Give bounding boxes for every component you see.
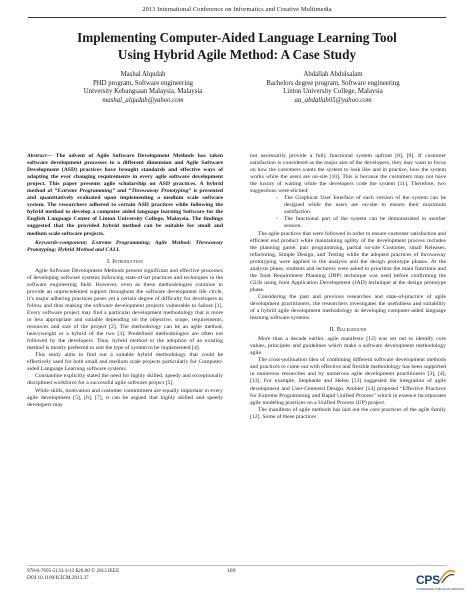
section-heading-introduction: I. Introduction <box>106 257 144 265</box>
paragraph: More than a decade earlier, agile manifesto [12] was set out to identify core values, principles and guidelines which make a software development methodology agile. <box>250 336 446 357</box>
abstract-text: and <box>115 188 129 195</box>
paragraph: The agile practices that were followed in order to ensure customer satisfaction and efficient end product while maintaining agility of the development process includes the planning game, pair programming, partial on-site Customer, small Releases, refactoring, Simple Design, and Testing while the adopted practices of throwaway prototyping were applied in the analysis and the design prototype phases. At the analysis phase, students and lecturers were asked to prioritize the main functions and the Joint Requirement Planning (JRP) technique was used before confirming the GUIs using Joint Application Development (JAD) technique at the design prototype phase. <box>250 230 446 293</box>
paper-title <box>40 29 434 63</box>
right-column <box>250 153 446 421</box>
footer-copyright <box>27 568 119 582</box>
suggestion-list <box>250 195 446 230</box>
author-affiliation: University Kebangsaan Malaysia, Malaysia <box>83 88 203 96</box>
footer-rule <box>27 565 447 566</box>
paragraph: not necessarily provide a fully functional system upfront [8], [9]. If customer satisfaction is considered as the major aim of the developers, they may want to focus on how the customers wants the system to look like and in practice, how the system works while the users are on-site [10]. This is because the customers may not have the luxury of waiting while the developers code the system [11]. Therefore, two suggestions were elicited: <box>250 153 446 195</box>
logo-swoosh-icon <box>438 569 456 585</box>
author-block-1 <box>48 71 238 105</box>
author-block-2 <box>238 71 428 105</box>
title-line-2: Using Hybrid Agile Method: A Case Study <box>117 47 357 62</box>
author-affiliation: Linton University College, Malaysia <box>283 88 383 96</box>
footer-isbn: 978-0-7695-5133-3/13 $26.00 © 2013 IEEE <box>27 568 120 574</box>
abstract-emphasis: “Extreme Programming” <box>54 188 115 195</box>
keywords <box>27 240 223 254</box>
title-line-1: Implementing Computer-Aided Language Learning Tool <box>77 30 397 45</box>
paragraph: Agile Software Development Methods present significant and effective processes of developing software systems following state-of-art practices and techniques in the software engineering field. However, even as these methodologies continue to provide an unprecedented support throughout the software development life circle, it’s major adhering practices poses yet a certain degree of difficulty for developers to follow and thus making the software development projects vulnerable to failure [1]. Every software project may find a particular development methodology that is more or less appropriate and suitable depending on the objective, scope, requirements, resources and size of the project [2]. The methodology can be an agile method, heavyweight or a hybrid of the two [3]. Predefined methodologies are often not followed by the developers. Thus, hybrid method or the adoption of an existing method is mostly preferred to suit the type of system to be implemented [4]. <box>27 267 223 352</box>
conference-header: 2013 International Conference on Informatics and Creative Multimedia <box>142 6 332 13</box>
abstract <box>27 153 223 238</box>
cps-logo <box>416 571 465 597</box>
paragraph: While skills, motivation and customer commitment are equally important in every agile development [5], [6], [7], it can be argued that highly skilled and speedy developers may <box>27 387 223 408</box>
list-item: - The functional part of the system can be demonstrated in another session. <box>284 216 446 230</box>
abstract-lead: Abstract <box>27 153 47 159</box>
abstract-emphasis: “Throwaway Prototyping” <box>128 188 192 195</box>
paragraph: The manifesto of agile methods has laid out the core practices of the agile family [12]. Some of these practices <box>250 406 446 420</box>
author-name: Mashal Alqudah <box>120 71 166 78</box>
keywords-lead: Keywords <box>35 239 58 246</box>
footer-doi: DOI 10.1109/ICICM.2013.37 <box>27 575 89 581</box>
left-column <box>27 153 223 409</box>
logo-text: CPS <box>416 573 440 587</box>
abstract-text: — The advent of Agile Software Development Methods has taken software development processes to a different dimension and Agile Software Development (ASD) practices have brought standards and effective ways of adapting the ever changing requirements in every agile software development project. This paper presents agile scholarship on ASD practices. A hybrid method of <box>27 153 223 195</box>
paragraph: The cross-pollination idea of combining different software development methods and practices to come out with effective and flexible methodology has been supported in numerous researches and by numerous agile development practitioners [3], [4], [13]. For example, Stephanie and Helen [13] suggested the integration of agile development and User-Centered Design. Ambler [14] proposed “Effective Practices for Extreme Programming and Rapid Unified Process” which in essence incorporates agile modeling practices on a Unified Process (UP) project. <box>250 357 446 406</box>
paragraph: Constantine explicitly stated the need for highly skilled, speedy and exceptionally disciplined workforce for a successful agile software project [5]. <box>27 373 223 387</box>
author-affiliation: Bachelors degree program, Software engineering <box>266 79 400 87</box>
logo-subtext: CONFERENCE PUBLISHING SERVICES <box>416 588 465 591</box>
author-email[interactable]: mashal_alqudah@yahoo.com <box>102 96 184 104</box>
header-rule <box>28 17 446 18</box>
abstract-text: is presented and quantitatively evaluated upon implementing a medium scale software system. The researchers adhered to certain ASD practices while following the hybrid method to develop a computer aided language learning Software for the English Language Center of Linton University College, Malaysia. The findings suggested that the provided hybrid method can be suitable for small and medium scale software projects. <box>27 188 224 237</box>
author-email[interactable]: aa_abdallah05@yahoo.com <box>294 96 372 104</box>
page-number: 169 <box>227 568 236 574</box>
paragraph: This study aims to find out a suitable hybrid methodology that could be effectively used for both small and medium scale projects particularly for Computer-aided Language Learning software systems. <box>27 352 223 373</box>
paragraph: Considering the past and previous researches and state-of-practice of agile development practitioners, the researchers investigates the usefulness and suitability of a hybrid agile development methodology in developing computer-aided language learning software systems. <box>250 293 446 322</box>
list-item: - The Graphical User Interface of each version of the system can be designed while the users are on-site to ensure their maximum satisfaction. <box>284 195 446 216</box>
keywords-text: -component; Extreme Programming; Agile Method; Throwaway Prototyping; Hybrid Method and CALL <box>27 239 223 253</box>
author-affiliation: PHD program, Software engineering <box>92 79 194 87</box>
section-heading-background: II. Background <box>329 326 367 334</box>
author-name: Abdallah Abdulsalam <box>303 71 363 78</box>
